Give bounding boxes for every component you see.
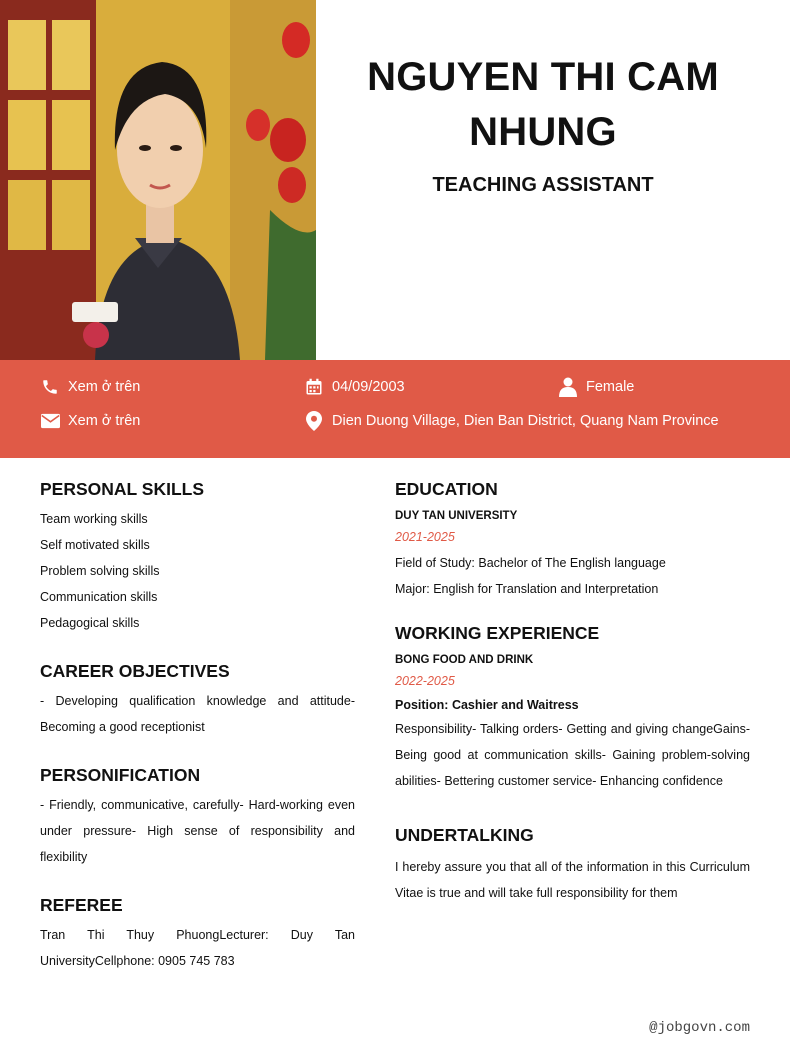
referee-heading: REFEREE [40, 895, 123, 915]
experience-heading: WORKING EXPERIENCE [395, 623, 600, 643]
calendar-icon [304, 377, 324, 397]
personification-text: - Friendly, communicative, carefully- Hard-working even under pressure- High sense of responsibility and flexibility [40, 798, 355, 864]
right-column [395, 476, 750, 906]
skill-item: Self motivated skills [40, 538, 150, 552]
personal-skills-heading: PERSONAL SKILLS [40, 479, 205, 499]
company-name: BONG FOOD AND DRINK [395, 654, 534, 666]
personification-heading: PERSONIFICATION [40, 765, 201, 785]
position: Position: Cashier and Waitress [395, 698, 579, 712]
gender-value: Female [586, 379, 635, 395]
mail-icon [40, 411, 60, 431]
education-years: 2021-2025 [395, 530, 455, 544]
undertaking-text: I hereby assure you that all of the information in this Curriculum Vitae is true and will take full responsibility for them [395, 860, 750, 900]
profile-photo-illustration [0, 0, 316, 360]
major: Major: English for Translation and Interpretation [395, 582, 659, 596]
experience-text: Responsibility- Talking orders- Getting and giving changeGains- Being good at communication skills- Gaining problem-solving abilities- Bettering customer service- Enhancing confidence [395, 722, 750, 788]
phone-icon [40, 377, 60, 397]
person-icon [558, 377, 578, 397]
contact-dob [304, 376, 405, 398]
phone-value: Xem ở trên [68, 379, 141, 395]
undertaking-heading: UNDERTALKING [395, 825, 534, 845]
personal-skills-section [40, 476, 355, 636]
career-objectives-section [40, 658, 355, 740]
dob-value: 04/09/2003 [332, 379, 405, 395]
field-of-study: Field of Study: Bachelor of The English language [395, 556, 666, 570]
skill-item: Pedagogical skills [40, 616, 140, 630]
skill-item: Team working skills [40, 512, 148, 526]
candidate-name: NGUYEN THI CAM NHUNG [367, 55, 719, 154]
education-heading: EDUCATION [395, 479, 498, 499]
footer-credit: @jobgovn.com [649, 1020, 750, 1036]
contact-bar [0, 360, 790, 458]
location-pin-icon [304, 411, 324, 431]
profile-photo [0, 0, 316, 360]
personification-section [40, 762, 355, 870]
career-objectives-text: - Developing qualification knowledge and attitude- Becoming a good receptionist [40, 694, 355, 734]
career-objectives-heading: CAREER OBJECTIVES [40, 661, 230, 681]
email-value: Xem ở trên [68, 413, 141, 429]
job-title: TEACHING ASSISTANT [432, 174, 654, 196]
experience-section [395, 620, 750, 794]
skill-item: Communication skills [40, 590, 158, 604]
undertaking-section [395, 822, 750, 906]
contact-email [40, 410, 140, 432]
skill-item: Problem solving skills [40, 564, 160, 578]
education-section [395, 476, 750, 602]
referee-text: Tran Thi Thuy PhuongLecturer: Duy Tan UniversityCellphone: 0905 745 783 [40, 928, 355, 968]
address-value: Dien Duong Village, Dien Ban District, Quang Nam Province [332, 413, 719, 429]
school-name: DUY TAN UNIVERSITY [395, 510, 518, 522]
experience-years: 2022-2025 [395, 674, 455, 688]
contact-phone [40, 376, 140, 398]
contact-gender [558, 376, 634, 398]
contact-address [304, 410, 719, 432]
left-column [40, 476, 355, 974]
referee-section [40, 892, 355, 974]
